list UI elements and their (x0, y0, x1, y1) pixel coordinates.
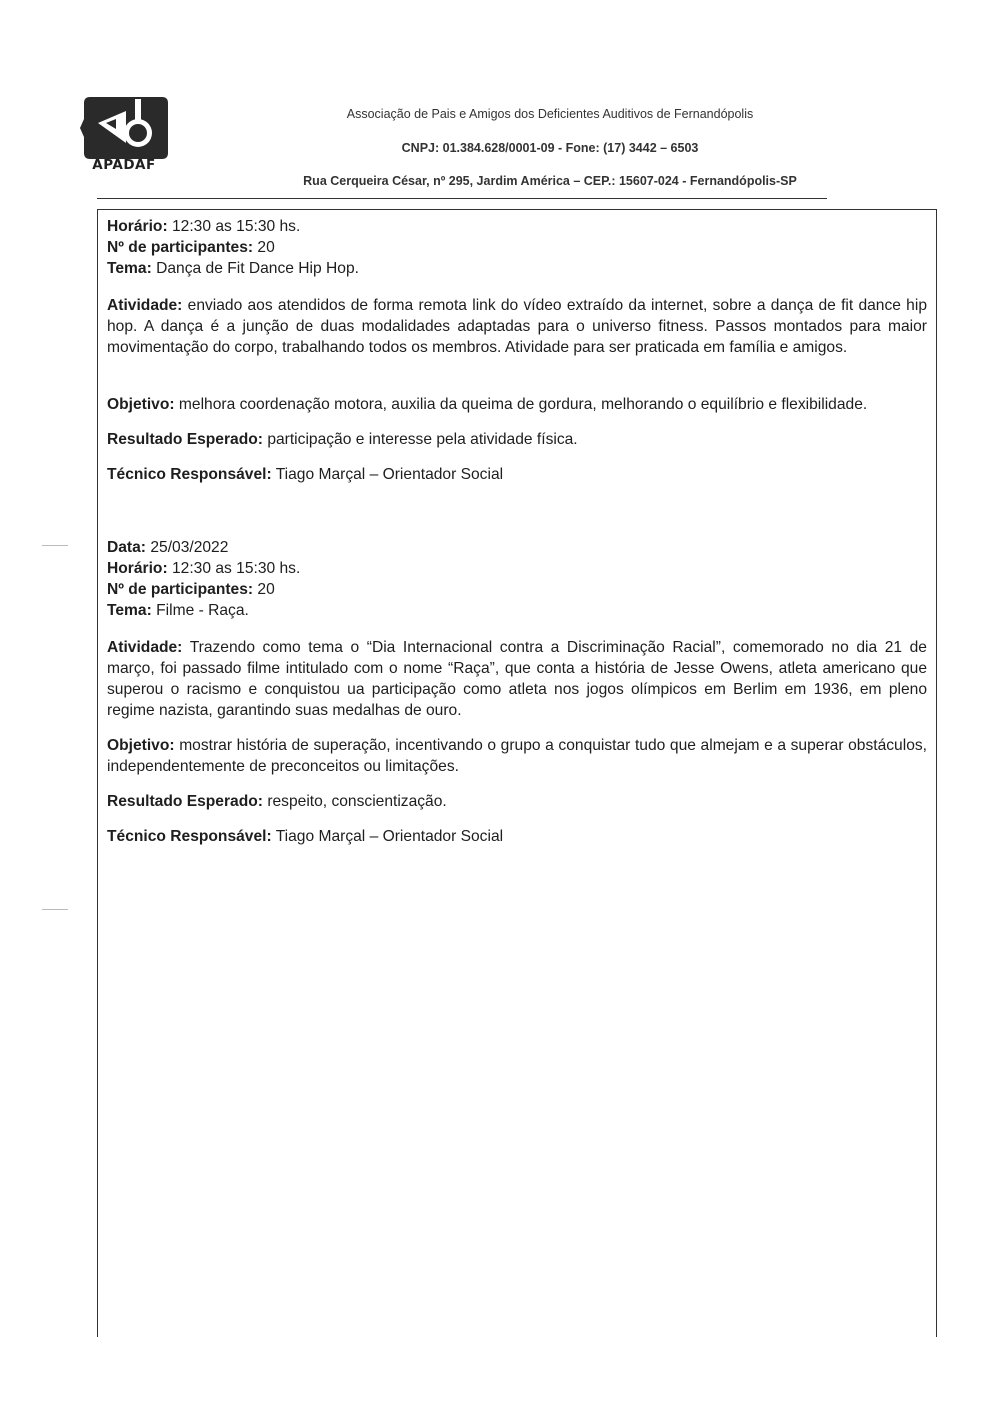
activity-text: enviado aos atendidos de forma remota link do vídeo extraído da internet, sobre a dança de fit dance hip hop. A dança é a junção de duas modalidades adaptadas para o universo fitness. Passos montados para maior movimentação do corpo, trabalhando todos os membros. Atividade para ser praticada em família e amigos. (107, 297, 927, 356)
logo-emblem-icon (80, 97, 168, 159)
participants-line: Nº de participantes: 20 (107, 581, 275, 598)
activity-entry-1 (107, 216, 927, 485)
scan-mark (42, 545, 68, 546)
activity-paragraph: Atividade: enviado aos atendidos de forma remota link do vídeo extraído da internet, sobre a dança de fit dance hip hop. A dança é a junção de duas modalidades adaptadas para o universo fitness. Passos montados para maior movimentação do corpo, trabalhando todos os membros. Atividade para ser praticada em família e amigos. (107, 297, 927, 356)
theme-value: Dança de Fit Dance Hip Hop. (156, 260, 359, 277)
date-value: 25/03/2022 (150, 539, 229, 556)
objective-text: melhora coordenação motora, auxilia da queima de gordura, melhorando o equilíbrio e flexibilidade. (178, 396, 868, 413)
participants-line: Nº de participantes: 20 (107, 239, 275, 256)
participants-value: 20 (257, 581, 275, 598)
technician-text: Tiago Marçal – Orientador Social (275, 828, 504, 845)
org-name: Associação de Pais e Amigos dos Deficientes Auditivos de Fernandópolis (346, 107, 754, 121)
technician-paragraph: Técnico Responsável: Tiago Marçal – Orientador Social (107, 828, 504, 845)
activity-paragraph: Atividade: Trazendo como tema o “Dia Internacional contra a Discriminação Racial”, comemorado no dia 21 de março, foi passado filme intitulado com o nome “Raça”, que conta a história de Jesse Owens, atleta americano que superou o racismo e conquistou ua participação como atleta nos jogos olímpicos em Berlim em 1936, em pleno regime nazista, garantindo suas medalhas de ouro. (107, 639, 927, 719)
activity-text: Trazendo como tema o “Dia Internacional contra a Discriminação Racial”, comemorado no dia 21 de março, foi passado filme intitulado com o nome “Raça”, que conta a história de Jesse Owens, atleta americano que superou o racismo e conquistou ua participação como atleta nos jogos olímpicos em Berlim em 1936, em pleno regime nazista, garantindo suas medalhas de ouro. (107, 639, 927, 719)
logo-text: APADAF (92, 157, 156, 173)
theme-line: Tema: Dança de Fit Dance Hip Hop. (107, 260, 359, 277)
technician-paragraph: Técnico Responsável: Tiago Marçal – Orientador Social (107, 466, 504, 483)
document-body (107, 216, 927, 847)
activity-entry-2 (107, 537, 927, 847)
expected-result-paragraph: Resultado Esperado: respeito, conscientização. (107, 793, 447, 810)
header-divider (97, 198, 827, 199)
objective-paragraph: Objetivo: mostrar história de superação, incentivando o grupo a conquistar tudo que almejam e a superar obstáculos, independentemente de preconceitos ou limitações. (107, 737, 927, 775)
schedule-line: Horário: 12:30 as 15:30 hs. (107, 218, 301, 235)
scan-mark (42, 909, 68, 910)
schedule-line: Horário: 12:30 as 15:30 hs. (107, 560, 301, 577)
expected-result-text: participação e interesse pela atividade física. (267, 431, 578, 448)
theme-value: Filme - Raça. (156, 602, 249, 619)
objective-paragraph: Objetivo: melhora coordenação motora, auxilia da queima de gordura, melhorando o equilíbrio e flexibilidade. (107, 396, 868, 413)
org-cnpj-phone: CNPJ: 01.384.628/0001-09 - Fone: (17) 3442 – 6503 (401, 141, 699, 155)
apadaf-logo (78, 97, 170, 177)
date-line: Data: 25/03/2022 (107, 539, 229, 556)
objective-text: mostrar história de superação, incentivando o grupo a conquistar tudo que almejam e a superar obstáculos, independentemente de preconceitos ou limitações. (107, 737, 927, 775)
schedule-value: 12:30 as 15:30 hs. (172, 560, 301, 577)
expected-result-paragraph: Resultado Esperado: participação e interesse pela atividade física. (107, 431, 578, 448)
participants-value: 20 (257, 239, 275, 256)
theme-line: Tema: Filme - Raça. (107, 602, 249, 619)
org-address: Rua Cerqueira César, nº 295, Jardim América – CEP.: 15607-024 - Fernandópolis-SP (303, 174, 797, 188)
technician-text: Tiago Marçal – Orientador Social (275, 466, 504, 483)
schedule-value: 12:30 as 15:30 hs. (172, 218, 301, 235)
expected-result-text: respeito, conscientização. (267, 793, 447, 810)
